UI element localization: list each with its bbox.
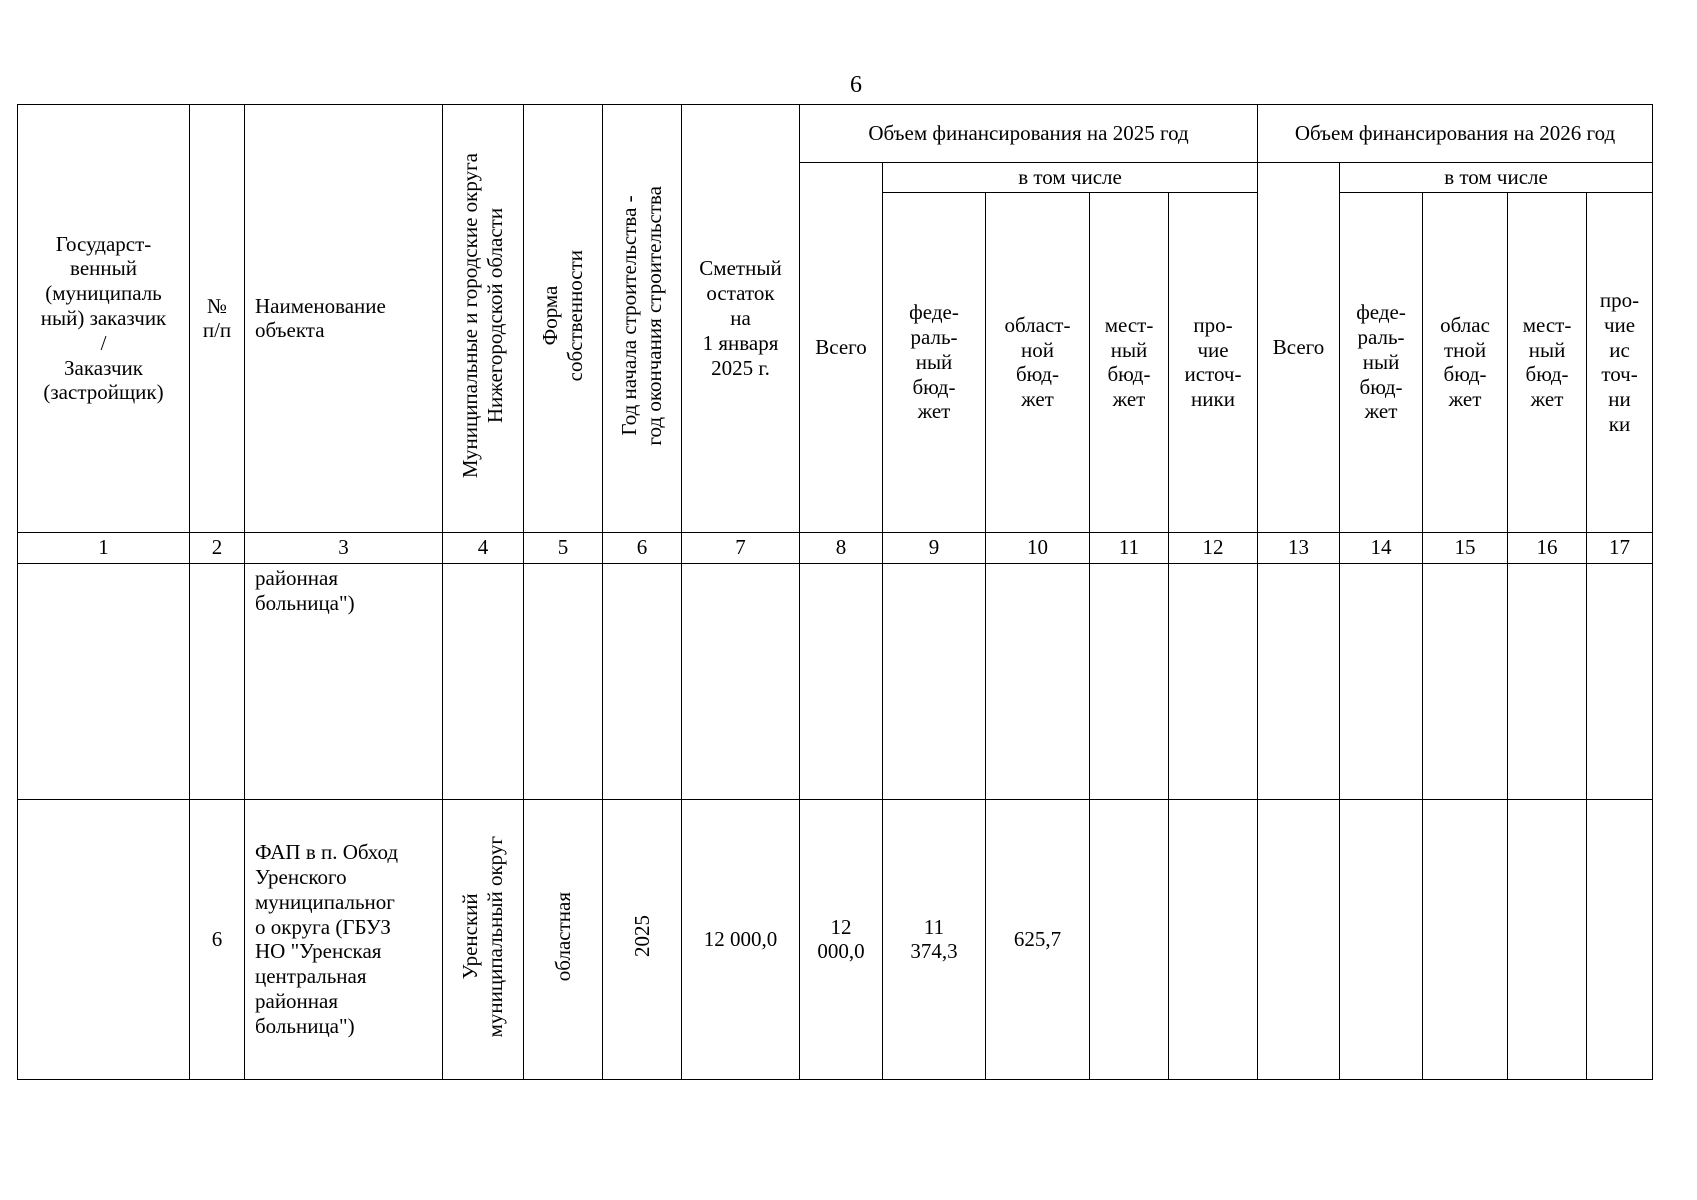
column-number: 9 <box>883 532 986 563</box>
header-federal-2026: феде- раль- ный бюд- жет <box>1340 192 1423 532</box>
header-other-2025: про- чие источ- ники <box>1169 192 1258 532</box>
header-regional-2026: облас тной бюд- жет <box>1423 192 1508 532</box>
header-years-text: Год начала строительства - год окончания строительства <box>617 185 666 446</box>
cell-local-2025 <box>1090 799 1169 1079</box>
header-local-2025: мест- ный бюд- жет <box>1090 192 1169 532</box>
header-federal-2025: феде- раль- ный бюд- жет <box>883 192 986 532</box>
column-number: 16 <box>1508 532 1587 563</box>
header-num: № п/п <box>190 105 245 533</box>
cell-local-2026 <box>1508 799 1587 1079</box>
column-number: 2 <box>190 532 245 563</box>
header-municipality-text: Муниципальные и городские округа Нижегородской области <box>458 152 507 479</box>
header-years <box>603 105 682 533</box>
column-number: 1 <box>18 532 190 563</box>
cell-object-name: ФАП в п. Обход Уренского муниципальног о округа (ГБУЗ НО "Уренская центральная районная больница") <box>245 799 443 1079</box>
cell-empty <box>1340 563 1423 799</box>
cell-total-2026 <box>1258 799 1340 1079</box>
column-number: 10 <box>986 532 1090 563</box>
cell-customer <box>18 563 190 799</box>
cell-num <box>190 563 245 799</box>
column-number: 13 <box>1258 532 1340 563</box>
cell-other-2026 <box>1587 799 1653 1079</box>
header-ownership <box>524 105 603 533</box>
cell-empty <box>1090 563 1169 799</box>
column-number: 3 <box>245 532 443 563</box>
cell-empty <box>1508 563 1587 799</box>
cell-municipality <box>443 799 524 1079</box>
header-funding-2026: Объем финансирования на 2026 год <box>1258 105 1653 163</box>
cell-federal-2025: 11 374,3 <box>883 799 986 1079</box>
header-local-2026: мест- ный бюд- жет <box>1508 192 1587 532</box>
header-total-2026: Всего <box>1258 163 1340 533</box>
table-row <box>18 799 1653 1079</box>
cell-years-text: 2025 <box>629 915 654 958</box>
header-ownership-text: Форма собственности <box>538 249 587 382</box>
column-number: 5 <box>524 532 603 563</box>
column-number: 4 <box>443 532 524 563</box>
cell-regional-2025: 625,7 <box>986 799 1090 1079</box>
header-regional-2025: област- ной бюд- жет <box>986 192 1090 532</box>
header-funding-2025: Объем финансирования на 2025 год <box>800 105 1258 163</box>
cell-ownership <box>524 799 603 1079</box>
column-number: 12 <box>1169 532 1258 563</box>
cell-empty <box>1423 563 1508 799</box>
cell-empty <box>986 563 1090 799</box>
column-number: 8 <box>800 532 883 563</box>
column-number: 7 <box>682 532 800 563</box>
financing-table <box>17 104 1653 1080</box>
cell-other-2025 <box>1169 799 1258 1079</box>
cell-estimate: 12 000,0 <box>682 799 800 1079</box>
cell-empty <box>1258 563 1340 799</box>
header-customer: Государст- венный (муниципаль ный) заказчик / Заказчик (застройщик) <box>18 105 190 533</box>
column-numbers-row <box>18 532 1653 563</box>
cell-empty <box>1587 563 1653 799</box>
cell-empty <box>524 563 603 799</box>
table-row <box>18 563 1653 799</box>
cell-regional-2026 <box>1423 799 1508 1079</box>
header-total-2025: Всего <box>800 163 883 533</box>
header-other-2026: про- чие ис точ- ни ки <box>1587 192 1653 532</box>
column-number: 14 <box>1340 532 1423 563</box>
cell-num: 6 <box>190 799 245 1079</box>
header-including-2026: в том числе <box>1340 163 1653 193</box>
column-number: 6 <box>603 532 682 563</box>
cell-empty <box>443 563 524 799</box>
page-number: 6 <box>850 72 862 98</box>
cell-ownership-text: областная <box>550 891 575 981</box>
cell-municipality-text: Уренский муниципальный округ <box>458 835 507 1038</box>
column-number: 11 <box>1090 532 1169 563</box>
column-number: 17 <box>1587 532 1653 563</box>
cell-years <box>603 799 682 1079</box>
column-number: 15 <box>1423 532 1508 563</box>
header-estimate: Сметный остаток на 1 января 2025 г. <box>682 105 800 533</box>
cell-federal-2026 <box>1340 799 1423 1079</box>
cell-empty <box>1169 563 1258 799</box>
cell-empty <box>603 563 682 799</box>
cell-empty <box>800 563 883 799</box>
header-object-name: Наименование объекта <box>245 105 443 533</box>
cell-customer <box>18 799 190 1079</box>
cell-total-2025: 12 000,0 <box>800 799 883 1079</box>
cell-empty <box>883 563 986 799</box>
header-municipality <box>443 105 524 533</box>
cell-object-name: районная больница") <box>245 563 443 799</box>
header-including-2025: в том числе <box>883 163 1258 193</box>
cell-empty <box>682 563 800 799</box>
